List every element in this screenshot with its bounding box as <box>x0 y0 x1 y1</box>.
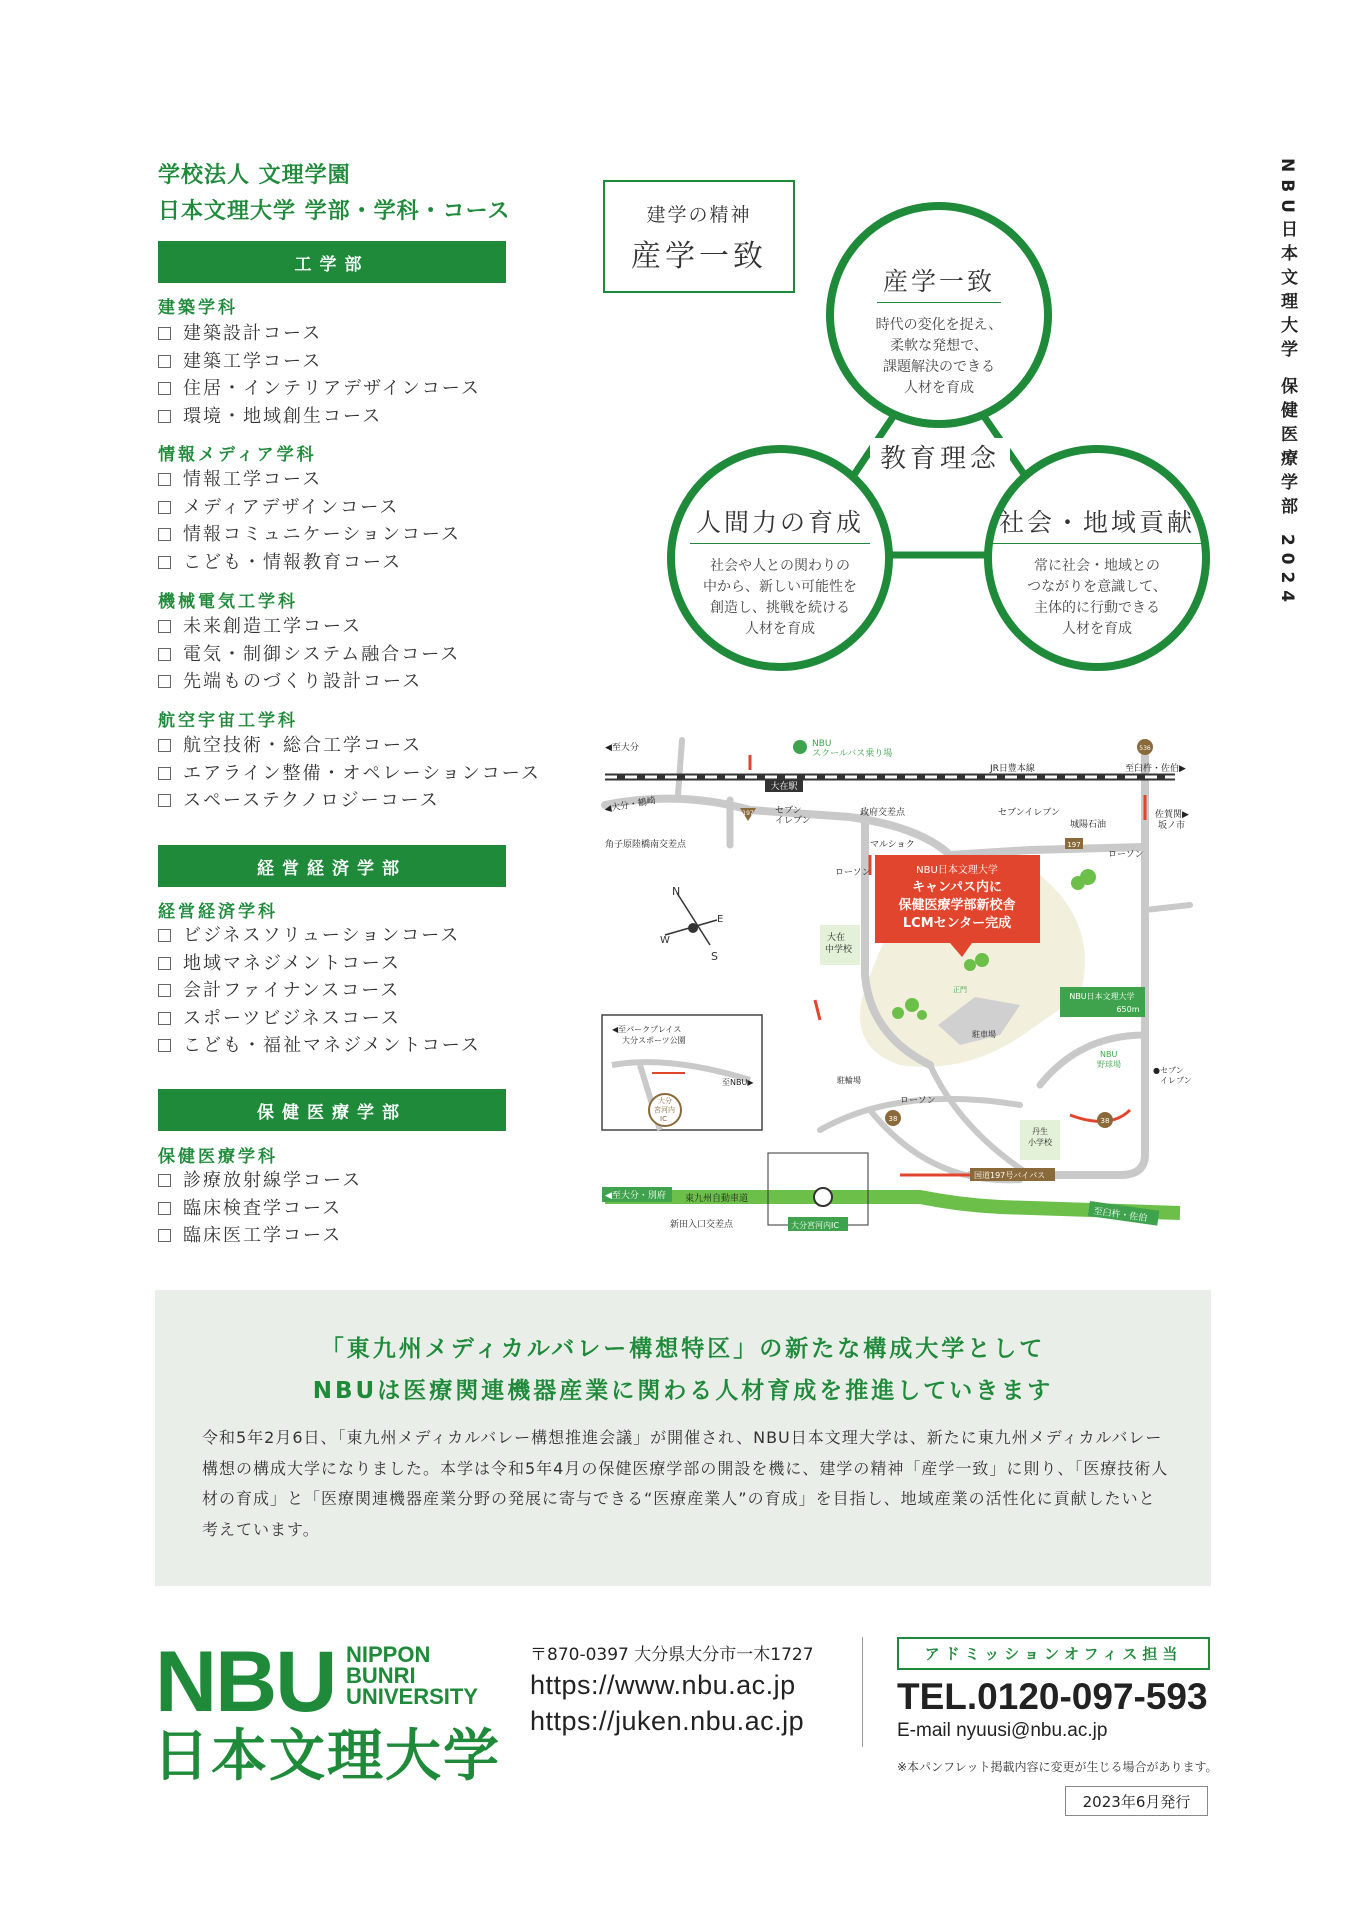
ic-circle <box>814 1188 832 1206</box>
svg-text:N: N <box>672 885 681 898</box>
svg-text:ローソン: ローソン <box>835 868 871 878</box>
svg-text:NBU日本文理大学: NBU日本文理大学 <box>1069 992 1135 1001</box>
svg-text:JR日豊本線: JR日豊本線 <box>990 764 1035 774</box>
svg-text:丹生: 丹生 <box>1032 1127 1048 1136</box>
svg-text:38: 38 <box>1100 1117 1110 1125</box>
checkbox-icon <box>158 501 171 514</box>
course-list <box>158 466 461 576</box>
course-list <box>158 613 460 696</box>
course-item: 臨床検査学コース <box>158 1195 362 1223</box>
spirit-box <box>603 180 795 293</box>
checkbox-icon <box>158 620 171 633</box>
svg-text:セブンイレブン: セブンイレブン <box>998 808 1060 818</box>
svg-text:W: W <box>660 935 670 946</box>
svg-text:ローソン: ローソン <box>1108 850 1144 860</box>
side-title: NBU日本文理大学 保健医療学部 2024 <box>1277 158 1297 610</box>
access-map <box>600 735 1200 1240</box>
dept-heading: 建築学科 <box>158 298 238 318</box>
checkbox-icon <box>158 739 171 752</box>
dept-heading: 機械電気工学科 <box>158 592 298 612</box>
svg-text:イレブン: イレブン <box>775 816 811 826</box>
svg-text:IC: IC <box>660 1115 667 1123</box>
svg-text:◀至パークプレイス: ◀至パークプレイス <box>612 1025 682 1034</box>
course-item: 建築設計コース <box>158 320 481 348</box>
circle-title: 人間力の育成 <box>690 503 870 544</box>
banner-headline-1: 「東九州メディカルバレー構想特区」の新たな構成大学として <box>320 1336 1046 1362</box>
course-item: 住居・インテリアデザインコース <box>158 375 481 403</box>
svg-text:小学校: 小学校 <box>1028 1138 1052 1147</box>
website-link-main[interactable]: https://www.nbu.ac.jp <box>530 1670 796 1700</box>
svg-text:スクールバス乗り場: スクールバス乗り場 <box>812 749 893 759</box>
svg-text:大分宮河内IC: 大分宮河内IC <box>791 1221 839 1230</box>
checkbox-icon <box>158 556 171 569</box>
svg-text:政府交差点: 政府交差点 <box>860 808 906 818</box>
svg-text:野球場: 野球場 <box>1097 1060 1121 1069</box>
faculty-bar-engineering: 工学部 <box>158 241 506 283</box>
svg-text:イレブン: イレブン <box>1160 1076 1192 1085</box>
website-link-juken[interactable]: https://juken.nbu.ac.jp <box>530 1706 805 1736</box>
inset-map <box>602 1015 762 1130</box>
campus-callout <box>875 855 1040 957</box>
svg-text:197: 197 <box>1067 841 1081 849</box>
svg-text:ローソン: ローソン <box>900 1096 936 1106</box>
banner-body: 令和5年2月6日、「東九州メディカルバレー構想推進会議」が開催され、NBU日本文理大学は、新たに東九州メディカルバレー構想の構成大学になりました。本学は令和5年4月の保健医療学部の開設を機に、建学の精神「産学一致」に則り、「医療技術人材の育成」と「医療関連機器産業分野の発展に寄与できる“医療産業人”の育成」を目指し、地域産業の活性化に貢献したいと考えています。 <box>202 1428 1169 1539</box>
checkbox-icon <box>158 675 171 688</box>
circle-title: 産学一致 <box>877 262 1001 303</box>
svg-text:大在: 大在 <box>827 933 846 943</box>
dept-heading: 情報メディア学科 <box>158 445 317 465</box>
spirit-value: 産学一致 <box>631 239 767 274</box>
nbu-logo-japanese: 日本文理大学 <box>153 1724 501 1789</box>
checkbox-icon <box>158 794 171 807</box>
medical-valley-banner <box>155 1290 1211 1586</box>
course-item: 情報コミュニケーションコース <box>158 521 461 549</box>
course-list <box>158 732 541 815</box>
circle-body: 時代の変化を捉え、 柔軟な発想で、 課題解決のできる 人材を育成 <box>875 317 1003 396</box>
course-item: 先端ものづくり設計コース <box>158 668 460 696</box>
course-item: こども・情報教育コース <box>158 549 461 577</box>
banner-headline-2: NBUは医療関連機器産業に関わる人材育成を推進していきます <box>312 1378 1054 1404</box>
org-name: 学校法人 文理学園 <box>158 163 351 188</box>
svg-text:駐輪場: 駐輪場 <box>837 1076 861 1085</box>
course-item: 会計ファイナンスコース <box>158 977 481 1005</box>
checkbox-icon <box>158 984 171 997</box>
course-item: メディアデザインコース <box>158 494 461 522</box>
org-subtitle: 日本文理大学 学部・学科・コース <box>158 199 511 224</box>
svg-text:セブン: セブン <box>775 806 802 816</box>
dept-heading: 保健医療学科 <box>158 1147 278 1167</box>
course-item: 電気・制御システム融合コース <box>158 641 460 669</box>
checkbox-icon <box>158 473 171 486</box>
checkbox-icon <box>158 1174 171 1187</box>
faculty-bar-health: 保健医療学部 <box>158 1089 506 1131</box>
svg-text:NBU: NBU <box>1100 1050 1118 1059</box>
philosophy-circle-right <box>984 445 1210 671</box>
svg-text:E: E <box>717 914 724 925</box>
course-item: 建築工学コース <box>158 348 481 376</box>
svg-text:NBU: NBU <box>812 739 832 749</box>
course-item: 航空技術・総合工学コース <box>158 732 541 760</box>
svg-text:◀至大分・別府: ◀至大分・別府 <box>605 1191 666 1201</box>
course-item: エアライン整備・オペレーションコース <box>158 760 541 788</box>
svg-text:宮河内: 宮河内 <box>654 1106 675 1114</box>
course-item: 未来創造工学コース <box>158 613 460 641</box>
course-item: 診療放射線学コース <box>158 1167 362 1195</box>
course-item: こども・福祉マネジメントコース <box>158 1032 481 1060</box>
circle-title: 社会・地域貢献 <box>993 503 1201 544</box>
issue-date: 2023年6月発行 <box>1065 1786 1208 1816</box>
svg-text:マルショク: マルショク <box>870 840 915 850</box>
svg-text:国道197号バイパス: 国道197号バイパス <box>974 1171 1046 1180</box>
checkbox-icon <box>158 1202 171 1215</box>
svg-text:197: 197 <box>742 810 754 817</box>
philosophy-circle-left <box>667 445 893 671</box>
nbu-logo-english: NIPPON BUNRI UNIVERSITY <box>346 1642 479 1709</box>
svg-text:坂ノ市: 坂ノ市 <box>1158 821 1186 831</box>
svg-text:新田入口交差点: 新田入口交差点 <box>670 1220 734 1230</box>
svg-text:至NBU▶: 至NBU▶ <box>722 1078 754 1087</box>
address: 〒870-0397 大分県大分市一木1727 <box>530 1645 814 1665</box>
checkbox-icon <box>158 410 171 423</box>
svg-text:NBU日本文理大学: NBU日本文理大学 <box>916 865 998 876</box>
svg-text:650m: 650m <box>1116 1005 1140 1014</box>
checkbox-icon <box>158 1229 171 1242</box>
course-item: 環境・地域創生コース <box>158 403 481 431</box>
svg-text:●セブン: ●セブン <box>1153 1066 1184 1075</box>
phone-number[interactable]: TEL.0120-097-593 <box>897 1676 1208 1717</box>
checkbox-icon <box>158 767 171 780</box>
svg-text:保健医療学部新校舎: 保健医療学部新校舎 <box>898 898 1016 913</box>
compass <box>660 885 723 963</box>
svg-text:東九州自動車道: 東九州自動車道 <box>685 1194 749 1204</box>
svg-text:駐車場: 駐車場 <box>972 1030 996 1039</box>
svg-text:正門: 正門 <box>953 986 967 994</box>
svg-text:角子原陸橋南交差点: 角子原陸橋南交差点 <box>605 840 687 850</box>
svg-text:中学校: 中学校 <box>825 945 853 955</box>
checkbox-icon <box>158 1039 171 1052</box>
svg-text:城陽石油: 城陽石油 <box>1070 820 1107 830</box>
checkbox-icon <box>158 929 171 942</box>
dept-heading: 航空宇宙工学科 <box>158 711 298 731</box>
circle-body: 常に社会・地域との つながりを意識して、 主体的に行動できる 人材を育成 <box>1027 558 1167 637</box>
philosophy-circle-top <box>826 202 1052 428</box>
course-item: 地域マネジメントコース <box>158 950 481 978</box>
nbu-logo-mark: NBU <box>155 1634 336 1730</box>
course-item: ビジネスソリューションコース <box>158 922 481 950</box>
org-header <box>158 158 511 230</box>
course-list <box>158 922 481 1060</box>
svg-text:キャンパス内に: キャンパス内に <box>911 880 1003 895</box>
checkbox-icon <box>158 382 171 395</box>
course-item: 臨床医工学コース <box>158 1222 362 1250</box>
circle-body: 社会や人との関わりの 中から、新しい可能性を 創造し、挑戦を続ける 人材を育成 <box>703 558 857 637</box>
svg-text:大分スポーツ公園: 大分スポーツ公園 <box>622 1036 686 1045</box>
svg-text:大在駅: 大在駅 <box>770 782 798 792</box>
philosophy-center-label: 教育理念 <box>870 438 1010 475</box>
svg-text:◀大分・鶴崎: ◀大分・鶴崎 <box>603 796 657 815</box>
svg-text:至臼杵・佐伯▶: 至臼杵・佐伯▶ <box>1125 764 1186 774</box>
admission-office-label: アドミッションオフィス担当 <box>897 1637 1210 1670</box>
checkbox-icon <box>158 1012 171 1025</box>
disclaimer-note: ※本パンフレット掲載内容に変更が生じる場合があります。 <box>897 1760 1218 1774</box>
svg-text:LCMセンター完成: LCMセンター完成 <box>902 916 1012 931</box>
course-item: スポーツビジネスコース <box>158 1005 481 1033</box>
course-item: 情報工学コース <box>158 466 461 494</box>
course-item: スペーステクノロジーコース <box>158 787 541 815</box>
course-list <box>158 1167 362 1250</box>
email-address[interactable]: E-mail nyuusi@nbu.ac.jp <box>897 1720 1108 1741</box>
checkbox-icon <box>158 957 171 970</box>
checkbox-icon <box>158 528 171 541</box>
svg-text:S: S <box>711 950 718 963</box>
nbu-650m-sign <box>1060 987 1145 1017</box>
checkbox-icon <box>158 355 171 368</box>
svg-text:佐賀関▶: 佐賀関▶ <box>1155 810 1189 820</box>
course-list <box>158 320 481 430</box>
spirit-label: 建学の精神 <box>646 204 752 226</box>
footer-divider <box>862 1637 863 1747</box>
svg-text:38: 38 <box>888 1115 898 1123</box>
checkbox-icon <box>158 327 171 340</box>
svg-text:大分: 大分 <box>658 1097 672 1105</box>
svg-text:536: 536 <box>1139 745 1151 752</box>
dept-heading: 経営経済学科 <box>158 902 278 922</box>
checkbox-icon <box>158 648 171 661</box>
svg-text:至臼杵・佐伯: 至臼杵・佐伯 <box>1092 1206 1148 1225</box>
svg-text:◀至大分: ◀至大分 <box>605 743 639 753</box>
faculty-bar-business: 経営経済学部 <box>158 845 506 887</box>
